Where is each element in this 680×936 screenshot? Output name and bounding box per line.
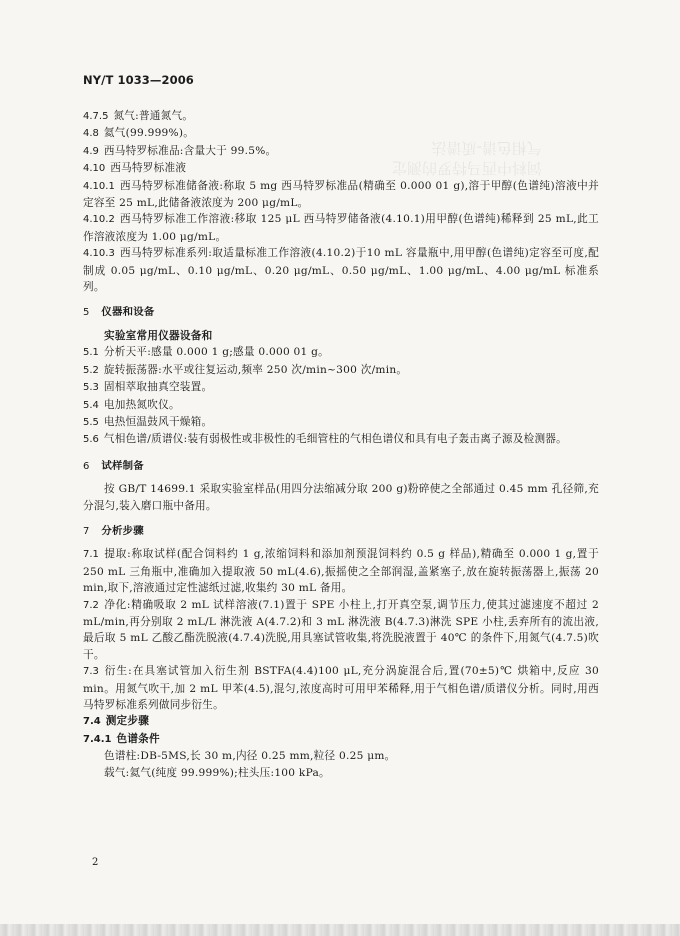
scan-artifact [0,924,680,936]
column-spec: 色谱柱:DB-5MS,长 30 m,内径 0.25 mm,粒径 0.25 μm。 [104,750,396,763]
document-body [83,108,599,781]
show-through-text: 饲料中西马特罗的测定 气相色谱-质谱法 [391,139,542,177]
clause-4-10-1: 4.10.1 西马特罗标准储备液:称取 5 mg 西马特罗标准品(精确至 0.000 01 g),溶于甲醇(色谱纯)溶液中并定容至 25 mL,此储备液浓度为 200 μg/mL。 [83,179,599,210]
standard-number-header: NY/T 1033—2006 [83,73,194,87]
clause-4-8: 4.8 氦气(99.999%)。 [83,127,195,140]
clause-7-3: 7.3 衍生:在具塞试管加入衍生剂 BSTFA(4.4)100 μL,充分涡旋混合后,置(70±5)℃ 烘箱中,反应 30 min。用氮气吹干,加 2 mL 甲苯(4.5),混匀,浓度高时可用甲苯稀释,用于气相色谱/质谱仪分析。同时,用西马特罗标准系列做同步衍生。 [83,665,599,711]
heading-5: 5 仪器和设备 [83,306,155,319]
heading-7: 7 分析步骤 [83,524,144,537]
clause-4-10-2: 4.10.2 西马特罗标准工作溶液:移取 125 μL 西马特罗储备液(4.10.1)用甲醇(色谱纯)稀释到 25 mL,此工作溶液浓度为 1.00 μg/mL。 [83,213,599,243]
clause-5-1: 5.1 分析天平:感量 0.000 1 g;感量 0.000 01 g。 [83,346,330,359]
clause-4-9: 4.9 西马特罗标准品:含量大于 99.5%。 [83,144,277,157]
clause-7-1: 7.1 提取:称取试样(配合饲料约 1 g,浓缩饲料和添加剂预混饲料约 0.5 g 样品),精确至 0.000 1 g,置于 250 mL 三角瓶中,准确加入提取液 50 mL(4.6),振摇使之全部润湿,盖紧塞子,放在旋转振荡器上,振荡 20 min,取下,溶液通过定性滤纸过滤,收集约 30 mL 备用。 [83,548,599,595]
page-number: 2 [92,857,99,868]
clause-4-7-5: 4.7.5 氮气:普通氮气。 [83,110,194,122]
subheading-equipment: 实验室常用仪器设备和 [104,329,213,342]
clause-5-5: 5.5 电热恒温鼓风干燥箱。 [83,415,213,428]
clause-7-4: 7.4 测定步骤 [83,715,150,728]
carrier-gas-spec: 载气:氦气(纯度 99.999%);柱头压:100 kPa。 [104,766,330,779]
heading-6: 6 试样制备 [83,459,144,472]
clause-7-4-1: 7.4.1 色谱条件 [83,732,160,745]
clause-5-2: 5.2 旋转振荡器:水平或往复运动,频率 250 次/min~300 次/min。 [83,363,408,376]
clause-5-6: 5.6 气相色谱/质谱仪:装有弱极性或非极性的毛细管柱的气相色谱仪和具有电子轰击离子源及检测器。 [83,433,567,446]
clause-7-2: 7.2 净化:精确吸取 2 mL 试样溶液(7.1)置于 SPE 小柱上,打开真空泵,调节压力,使其过滤速度不超过 2 mL/min,再分别取 2 mL/L 淋洗液 A(4.7.2)和 3 mL 淋洗液 B(4.7.3)淋洗 SPE 小柱,丢弃所有的流出液,最后取 5 mL 乙酸乙酯洗脱液(4.7.4)洗脱,用具塞试管收集,将洗脱液置于 40℃ 的条件下,用氮气(4.7.5)吹干。 [83,598,599,661]
clause-5-4: 5.4 电加热氮吹仪。 [83,398,180,411]
clause-5-3: 5.3 固相萃取抽真空装置。 [83,381,213,394]
clause-4-10: 4.10 西马特罗标准液 [83,162,187,175]
clause-4-10-3: 4.10.3 西马特罗标准系列:取适量标准工作溶液(4.10.2)于10 mL 容量瓶中,用甲醇(色谱纯)定容至可度,配制成 0.05 μg/mL、0.10 μg/mL、0.20 μg/mL、0.50 μg/mL、1.00 μg/mL、4.00 μg/mL 标准系列。 [83,247,599,294]
sample-prep-paragraph: 按 GB/T 14699.1 采取实验室样品(用四分法缩减分取 200 g)粉碎使之全部通过 0.45 mm 孔径筛,充分混匀,装入磨口瓶中备用。 [83,483,599,512]
